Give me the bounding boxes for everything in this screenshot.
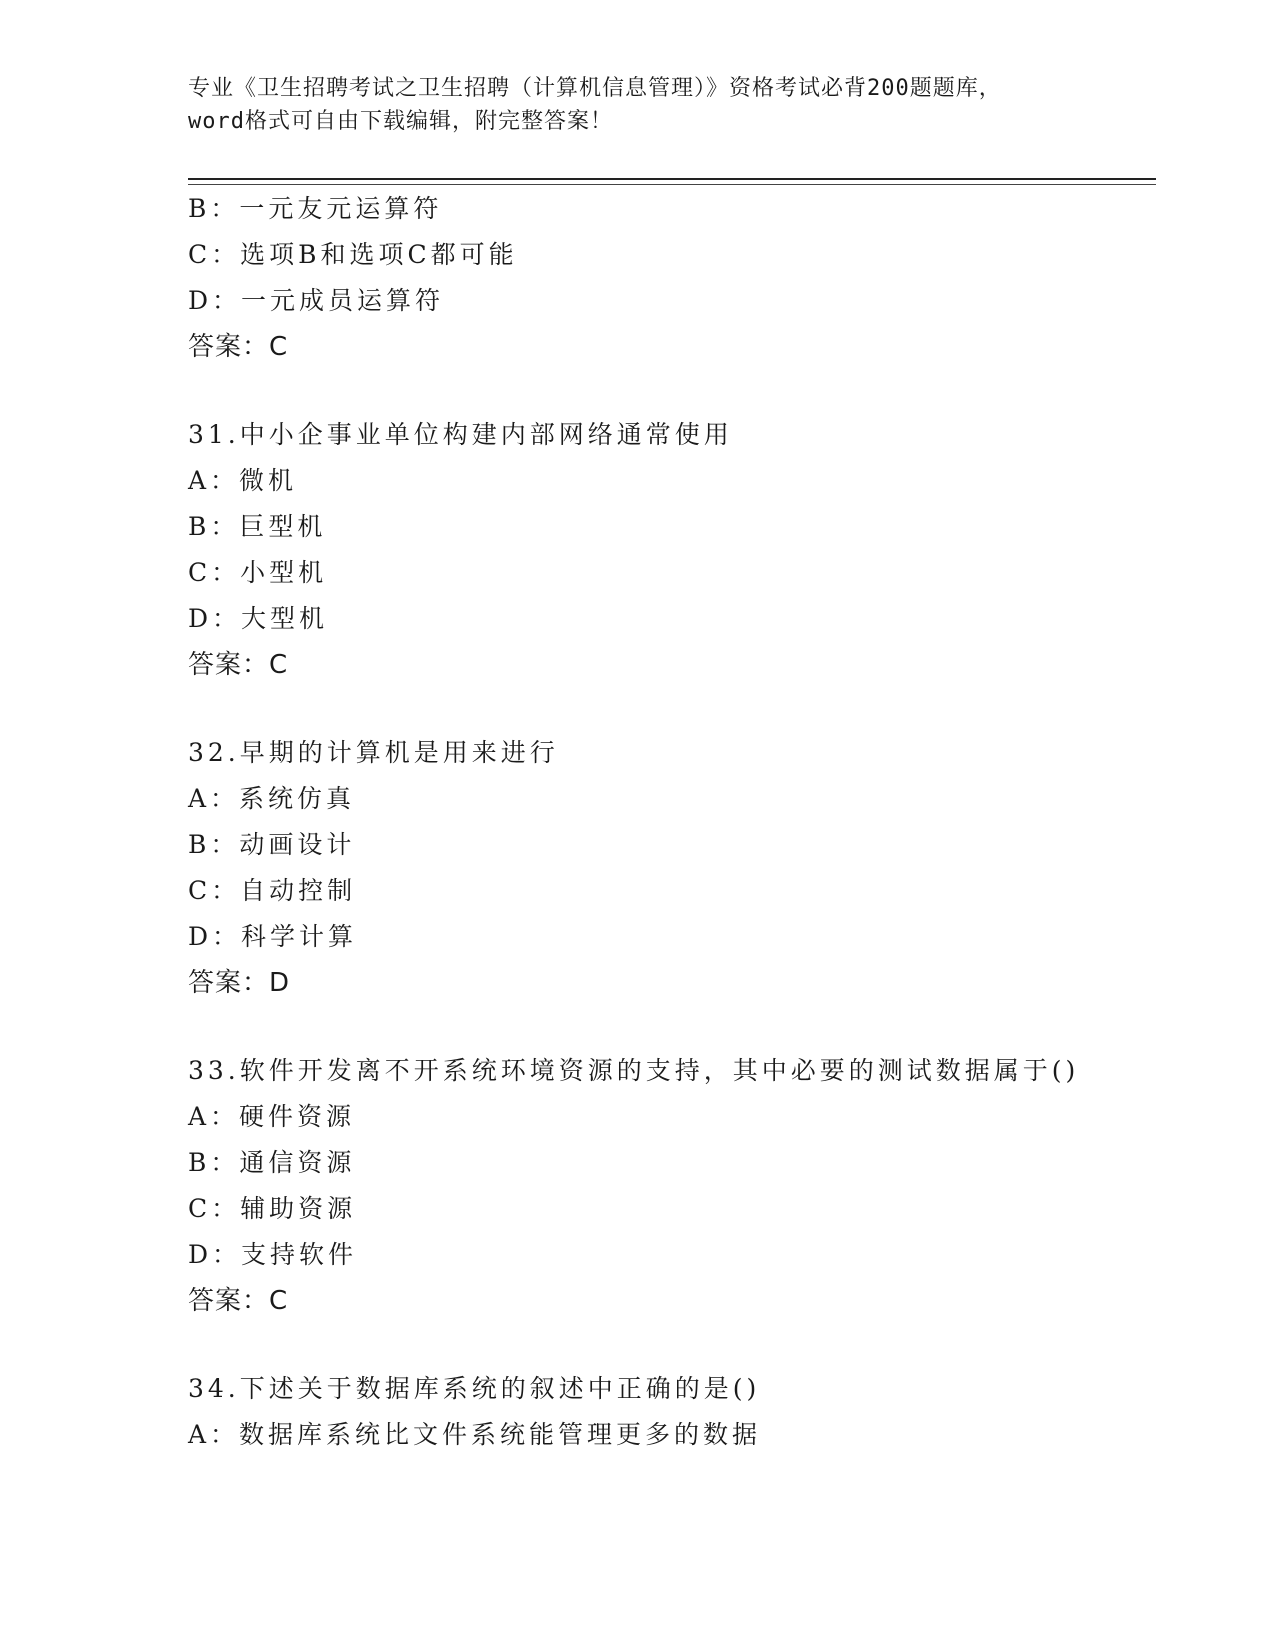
option-c: C：辅助资源: [188, 1194, 357, 1223]
answer-line: 答案：C: [188, 332, 289, 362]
header-line-2: word格式可自由下载编辑，附完整答案！: [188, 109, 613, 134]
question-list: [188, 186, 1168, 1458]
option-c: C：选项B和选项C都可能: [188, 240, 518, 269]
option-a: A：系统仿真: [188, 784, 356, 813]
answer-line: 答案：C: [188, 1286, 289, 1316]
spacer: [188, 1006, 1168, 1048]
header-divider-thin: [188, 184, 1156, 185]
option-b: B：动画设计: [188, 830, 356, 859]
question-stem: 31.中小企事业单位构建内部网络通常使用: [188, 420, 733, 449]
spacer: [188, 370, 1168, 412]
option-a: A：微机: [188, 466, 298, 495]
option-b: B：巨型机: [188, 512, 327, 541]
question-33: [188, 1048, 1168, 1324]
option-b: B：一元友元运算符: [188, 194, 443, 223]
option-d: D：科学计算: [188, 922, 358, 951]
spacer: [188, 688, 1168, 730]
option-d: D：大型机: [188, 604, 329, 633]
answer-line: 答案：C: [188, 650, 289, 680]
option-d: D：一元成员运算符: [188, 286, 445, 315]
option-d: D：支持软件: [188, 1240, 358, 1269]
question-fragment: [188, 186, 1168, 370]
option-c: C：自动控制: [188, 876, 357, 905]
question-31: [188, 412, 1168, 688]
spacer: [188, 1324, 1168, 1366]
question-stem: 33.软件开发离不开系统环境资源的支持，其中必要的测试数据属于(): [188, 1056, 1080, 1085]
question-34: [188, 1366, 1168, 1458]
option-a: A：硬件资源: [188, 1102, 356, 1131]
answer-line: 答案：D: [188, 968, 291, 998]
question-stem: 32.早期的计算机是用来进行: [188, 738, 559, 767]
question-32: [188, 730, 1168, 1006]
document-header: [188, 72, 1088, 138]
question-stem: 34.下述关于数据库系统的叙述中正确的是(): [188, 1374, 761, 1403]
header-divider-thick: [188, 178, 1156, 180]
option-c: C：小型机: [188, 558, 328, 587]
option-b: B：通信资源: [188, 1148, 356, 1177]
option-a: A：数据库系统比文件系统能管理更多的数据: [188, 1420, 762, 1449]
header-line-1: 专业《卫生招聘考试之卫生招聘（计算机信息管理）》资格考试必背200题题库，: [188, 76, 1002, 101]
